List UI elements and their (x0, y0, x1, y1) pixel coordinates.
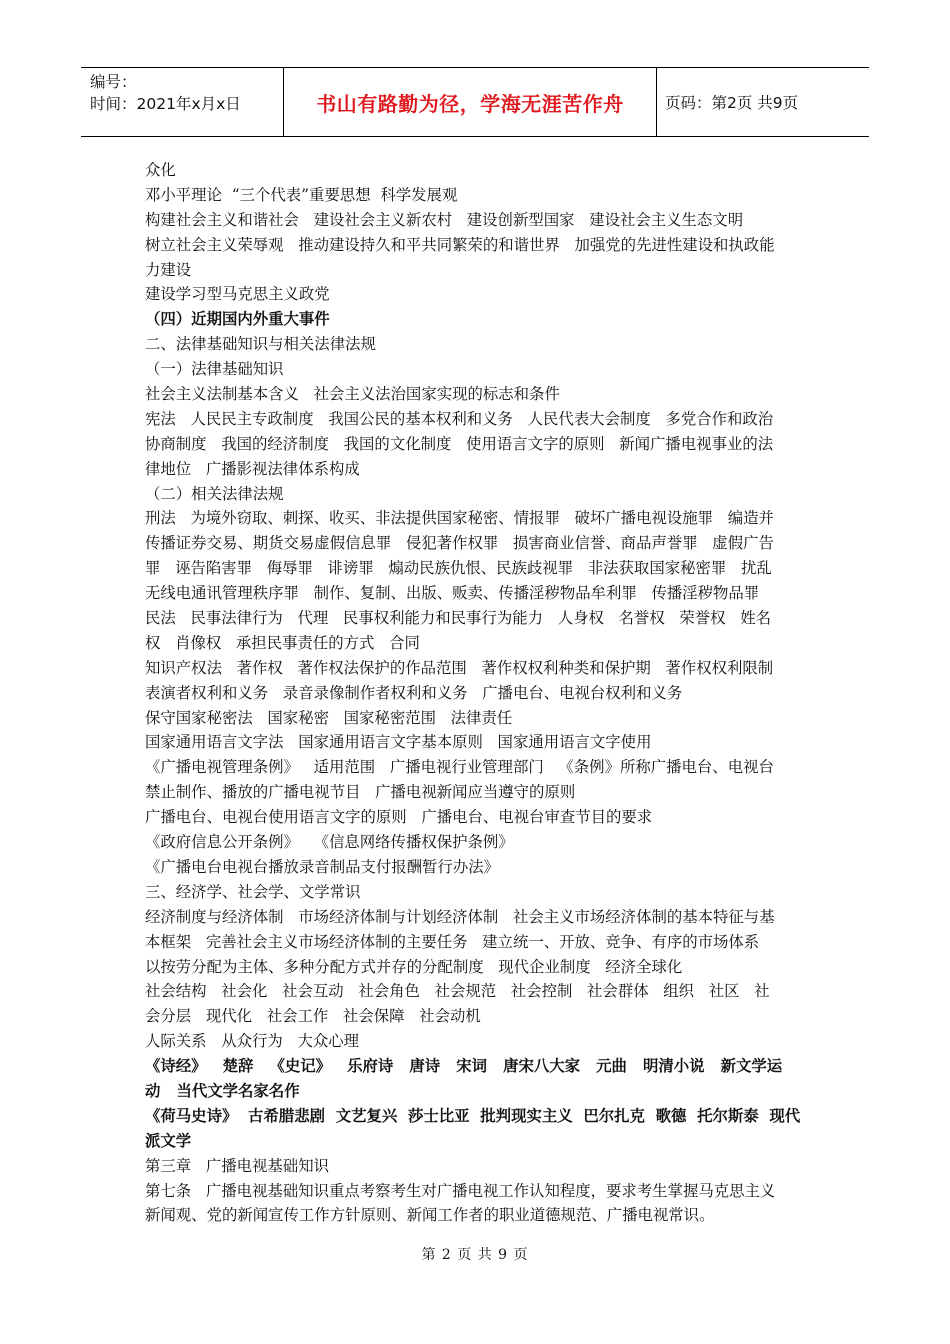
text-line: 广播电台、电视台使用语言文字的原则 广播电台、电视台审查节目的要求 (145, 808, 653, 827)
text-line: 保守国家秘密法 国家秘密 国家秘密范围 法律责任 (145, 708, 513, 727)
text-line: 宪法 人民民主专政制度 我国公民的基本权利和义务 人民代表大会制度 多党合作和政治 (145, 409, 774, 428)
text-line: 表演者权利和义务 录音录像制作者权利和义务 广播电台、电视台权利和义务 (145, 683, 683, 702)
text-line: 刑法 为境外窃取、刺探、收买、非法提供国家秘密、情报罪 破坏广播电视设施罪 编造并 (145, 509, 774, 528)
header-info-cell (81, 68, 284, 136)
page-footer: 第 2 页 共 9 页 (421, 1247, 529, 1263)
section-heading: 三、经济学、社会学、文学常识 (145, 882, 361, 901)
subsection-heading: （二）相关法律法规 (145, 484, 284, 503)
document-body (145, 158, 807, 1228)
page-header (81, 67, 869, 137)
text-line: 禁止制作、播放的广播电视节目 广播电视新闻应当遵守的原则 (145, 783, 576, 802)
bold-text-line: 动 当代文学名家名作 (145, 1081, 300, 1100)
text-line: 社会结构 社会化 社会互动 社会角色 社会规范 社会控制 社会群体 组织 社区 社 (145, 982, 770, 1001)
text-line: 新闻观、党的新闻宣传工作方针原则、新闻工作者的职业道德规范、广播电视常识。 (145, 1206, 715, 1225)
text-line: 《政府信息公开条例》 《信息网络传播权保护条例》 (145, 833, 514, 852)
section-heading: （四）近期国内外重大事件 (145, 310, 330, 329)
text-line: 第七条 广播电视基础知识重点考察考生对广播电视工作认知程度，要求考生掌握马克思主义 (145, 1181, 776, 1200)
text-line: 国家通用语言文字法 国家通用语言文字基本原则 国家通用语言文字使用 (145, 733, 652, 752)
text-line: 无线电通讯管理秩序罪 制作、复制、出版、贩卖、传播淫秽物品牟利罪 传播淫秽物品罪 (145, 584, 760, 603)
bold-text-line: 《诗经》 楚辞 《史记》 乐府诗 唐诗 宋词 唐宋八大家 元曲 明清小说 新文学运 (145, 1057, 783, 1076)
text-line: 人际关系 从众行为 大众心理 (145, 1032, 360, 1051)
text-line: 罪 诬告陷害罪 侮辱罪 诽谤罪 煽动民族仇恨、民族歧视罪 非法获取国家秘密罪 扰乱 (145, 559, 772, 578)
text-line: 协商制度 我国的经济制度 我国的文化制度 使用语言文字的原则 新闻广播电视事业的法 (145, 434, 774, 453)
text-line: 以按劳分配为主体、多种分配方式并存的分配制度 现代企业制度 经济全球化 (145, 957, 683, 976)
document-date-label: 时间：2021年x月x日 (90, 95, 241, 113)
header-page-indicator: 页码：第2页 共9页 (665, 94, 799, 112)
subsection-heading: （一）法律基础知识 (145, 360, 284, 379)
text-line: 树立社会主义荣辱观 推动建设持久和平共同繁荣的和谐世界 加强党的先进性建设和执政能 (145, 235, 775, 254)
bold-text-line: 派文学 (145, 1131, 192, 1150)
text-line: 《广播电视管理条例》 适用范围 广播电视行业管理部门 《条例》所称广播电台、电视台 (145, 758, 774, 777)
text-line: 邓小平理论 “三个代表”重要思想 科学发展观 (145, 185, 458, 204)
text-line: 建设学习型马克思主义政党 (145, 285, 330, 304)
header-motto: 书山有路勤为径，学海无涯苦作舟 (284, 68, 657, 136)
text-line: 构建社会主义和谐社会 建设社会主义新农村 建设创新型国家 建设社会主义生态文明 (145, 210, 744, 229)
document-number-label: 编号： (90, 73, 137, 91)
text-line: 传播证券交易、期货交易虚假信息罪 侵犯著作权罪 损害商业信誉、商品声誉罪 虚假广告 (145, 534, 774, 553)
text-line: 社会主义法制基本含义 社会主义法治国家实现的标志和条件 (145, 385, 560, 404)
text-line: 知识产权法 著作权 著作权法保护的作品范围 著作权权利种类和保护期 著作权权利限制 (145, 658, 774, 677)
text-line: 会分层 现代化 社会工作 社会保障 社会动机 (145, 1007, 481, 1026)
text-line: 律地位 广播影视法律体系构成 (145, 459, 360, 478)
chapter-heading: 第三章 广播电视基础知识 (145, 1156, 329, 1175)
text-line: 众化 (145, 161, 176, 179)
bold-text-line: 《荷马史诗》 古希腊悲剧 文艺复兴 莎士比亚 批判现实主义 巴尔扎克 歌德 托尔斯泰 现代 (145, 1106, 801, 1125)
text-line: 民法 民事法律行为 代理 民事权利能力和民事行为能力 人身权 名誉权 荣誉权 姓名 (145, 609, 772, 628)
section-heading: 二、法律基础知识与相关法律法规 (145, 335, 376, 354)
text-line: 本框架 完善社会主义市场经济体制的主要任务 建立统一、开放、竞争、有序的市场体系 (145, 932, 760, 951)
text-line: 经济制度与经济体制 市场经济体制与计划经济体制 社会主义市场经济体制的基本特征与基 (145, 907, 775, 926)
text-line: 力建设 (145, 260, 192, 279)
text-line: 《广播电台电视台播放录音制品支付报酬暂行办法》 (145, 857, 499, 876)
text-line: 权 肖像权 承担民事责任的方式 合同 (145, 633, 420, 652)
